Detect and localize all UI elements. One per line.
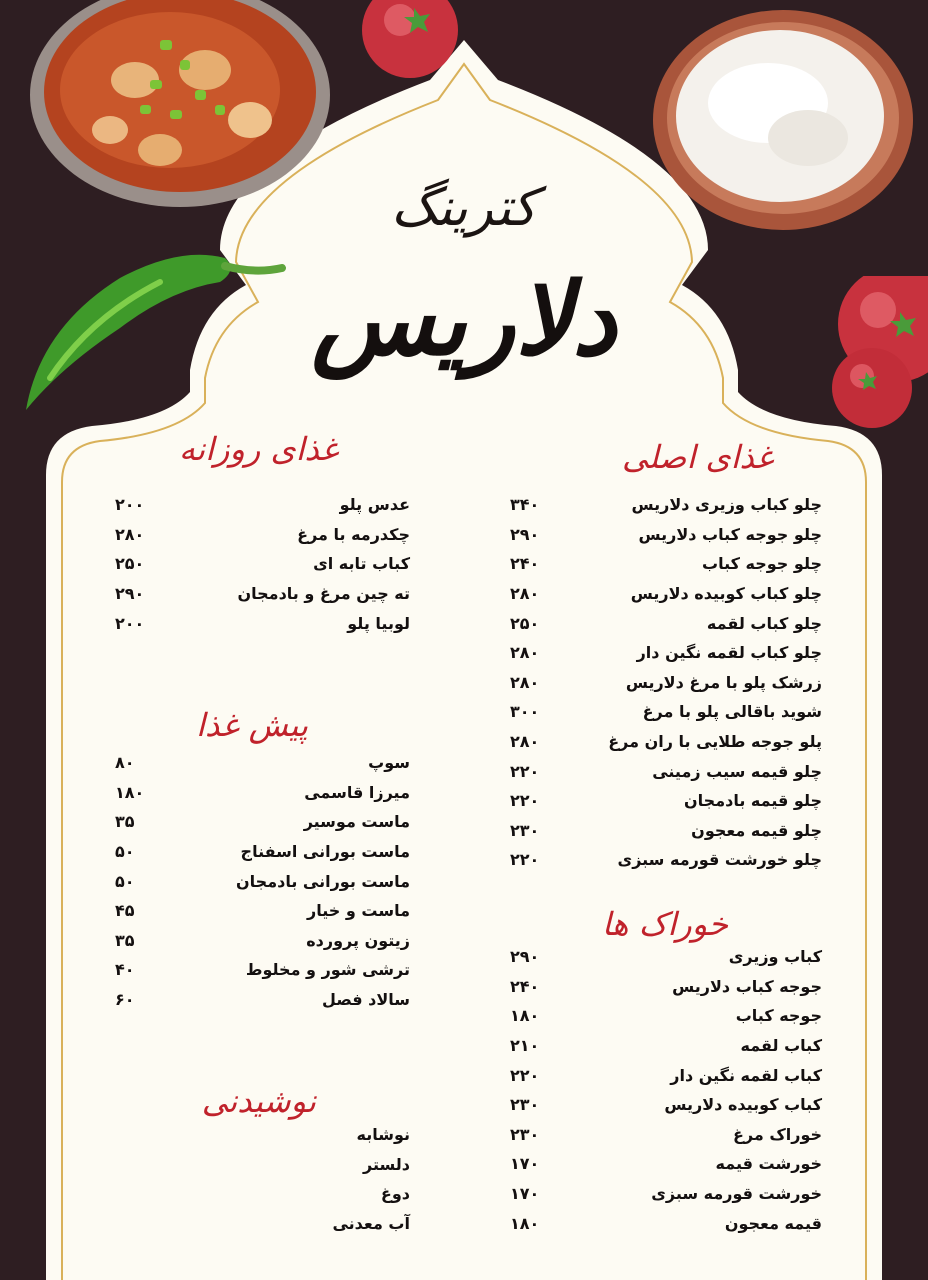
- menu-item-row: [115, 608, 410, 638]
- menu-item-row: [510, 942, 822, 972]
- menu-item-price: ۴۰: [115, 960, 135, 980]
- menu-item-row: [115, 896, 410, 926]
- menu-item-row: [115, 579, 410, 609]
- menu-item-price: ۲۲۰: [510, 791, 540, 811]
- menu-item-row: [510, 1031, 822, 1061]
- menu-item-name: جوجه کباب دلاریس: [672, 976, 822, 996]
- section-title-daily: غذای روزانه: [179, 430, 338, 468]
- menu-item-price: ۲۹۰: [510, 524, 540, 544]
- menu-item-name: جوجه کباب: [735, 1006, 822, 1026]
- menu-item-price: ۲۸۰: [510, 672, 540, 692]
- menu-item-name: خورشت قورمه سبزی: [651, 1184, 822, 1204]
- menu-item-price: ۵۰: [115, 842, 135, 862]
- menu-item-price: ۲۲۰: [510, 850, 540, 870]
- catering-subtitle: کترینگ: [391, 178, 537, 238]
- menu-item-name: قیمه معجون: [724, 1213, 822, 1233]
- menu-item-row: [510, 638, 822, 668]
- menu-item-row: [510, 727, 822, 757]
- menu-item-name: چلو جوجه کباب دلاریس: [638, 524, 822, 544]
- menu-item-row: [115, 926, 410, 956]
- menu-item-name: عدس پلو: [339, 495, 410, 515]
- menu-item-row: [510, 520, 822, 550]
- menu-item-name: چلو جوجه کباب: [702, 554, 822, 574]
- menu-item-price: ۵۰: [115, 871, 135, 891]
- menu-item-name: شوید باقالی پلو با مرغ: [642, 702, 822, 722]
- menu-item-price: ۲۸۰: [115, 524, 145, 544]
- menu-item-price: ۱۸۰: [510, 1213, 540, 1233]
- menu-item-name: چلو قیمه سیب زمینی: [652, 761, 822, 781]
- menu-item-row: [510, 579, 822, 609]
- brand-title: دلاریس: [311, 260, 617, 378]
- menu-item-name: پلو جوجه طلایی با ران مرغ: [608, 732, 822, 752]
- menu-item-price: ۲۹۰: [115, 584, 145, 604]
- menu-item-row: [510, 697, 822, 727]
- menu-item-name: کباب لقمه: [740, 1036, 822, 1056]
- menu-item-price: ۲۸۰: [510, 643, 540, 663]
- menu-item-name: سالاد فصل: [322, 990, 410, 1010]
- khorak-list: [510, 942, 822, 1238]
- menu-item-price: ۲۲۰: [510, 761, 540, 781]
- daily-list: [115, 490, 410, 638]
- menu-item-name: ته چین مرغ و بادمجان: [237, 584, 410, 604]
- menu-item-row: [115, 1179, 410, 1209]
- menu-item-row: [115, 490, 410, 520]
- menu-item-price: ۲۸۰: [510, 584, 540, 604]
- menu-item-price: ۲۰۰: [115, 495, 145, 515]
- menu-item-row: [510, 756, 822, 786]
- section-title-main-dishes: غذای اصلی: [622, 438, 773, 476]
- menu-item-name: ماست بورانی اسفناج: [240, 842, 410, 862]
- menu-item-row: [510, 608, 822, 638]
- menu-item-row: [510, 668, 822, 698]
- menu-item-name: چلو کباب لقمه نگین دار: [636, 643, 822, 663]
- menu-item-price: ۲۰۰: [115, 613, 145, 633]
- menu-item-price: ۳۵: [115, 930, 135, 950]
- menu-item-name: خورشت قیمه: [715, 1154, 822, 1174]
- menu-item-price: ۲۴۰: [510, 976, 540, 996]
- menu-item-row: [115, 807, 410, 837]
- menu-item-price: ۲۸۰: [510, 732, 540, 752]
- menu-item-row: [510, 972, 822, 1002]
- menu-item-price: ۲۲۰: [510, 1065, 540, 1085]
- menu-item-row: [510, 1090, 822, 1120]
- menu-item-name: چلو خورشت قورمه سبزی: [617, 850, 822, 870]
- menu-item-name: چلو کباب لقمه: [706, 613, 822, 633]
- menu-item-name: چلو قیمه بادمجان: [684, 791, 822, 811]
- menu-item-row: [510, 786, 822, 816]
- menu-item-name: خوراک مرغ: [733, 1124, 822, 1144]
- menu-item-row: [510, 1179, 822, 1209]
- menu-item-row: [510, 1060, 822, 1090]
- menu-item-row: [510, 1149, 822, 1179]
- tomato-top-illustration: [352, 0, 472, 100]
- menu-item-name: ترشی شور و مخلوط: [245, 960, 410, 980]
- menu-item-name: کباب لقمه نگین دار: [670, 1065, 822, 1085]
- menu-item-name: میرزا قاسمی: [304, 782, 410, 802]
- menu-item-price: ۳۴۰: [510, 495, 540, 515]
- menu-item-row: [115, 778, 410, 808]
- main-dishes-list: [510, 490, 822, 875]
- appetizers-list: [115, 748, 410, 1014]
- menu-item-name: چکدرمه با مرغ: [297, 524, 410, 544]
- menu-item-name: کباب وزیری: [728, 947, 822, 967]
- menu-item-price: ۱۸۰: [510, 1006, 540, 1026]
- drinks-list: [115, 1120, 410, 1238]
- menu-item-name: چلو کباب وزیری دلاریس: [631, 495, 822, 515]
- menu-item-name: دلستر: [363, 1154, 410, 1174]
- menu-item-name: دوغ: [380, 1184, 410, 1204]
- menu-item-name: ماست بورانی بادمجان: [236, 871, 410, 891]
- menu-item-row: [115, 1150, 410, 1180]
- menu-item-price: ۲۳۰: [510, 820, 540, 840]
- menu-item-price: ۲۵۰: [510, 613, 540, 633]
- menu-item-name: نوشابه: [356, 1125, 410, 1145]
- menu-item-price: ۲۵۰: [115, 554, 145, 574]
- menu-item-row: [510, 845, 822, 875]
- menu-item-row: [115, 549, 410, 579]
- menu-item-price: ۲۹۰: [510, 947, 540, 967]
- menu-item-price: ۳۰۰: [510, 702, 540, 722]
- menu-item-row: [115, 955, 410, 985]
- menu-item-price: ۲۱۰: [510, 1036, 540, 1056]
- menu-item-name: چلو کباب کوبیده دلاریس: [630, 584, 822, 604]
- menu-item-name: زرشک پلو با مرغ دلاریس: [625, 672, 822, 692]
- menu-item-name: سوپ: [368, 753, 410, 773]
- menu-item-price: ۲۴۰: [510, 554, 540, 574]
- menu-item-name: آب معدنی: [332, 1214, 410, 1234]
- menu-item-row: [115, 866, 410, 896]
- menu-item-price: ۴۵: [115, 901, 135, 921]
- menu-item-row: [115, 1120, 410, 1150]
- menu-item-row: [510, 490, 822, 520]
- menu-item-row: [115, 748, 410, 778]
- menu-item-row: [510, 1001, 822, 1031]
- menu-item-name: ماست موسیر: [303, 812, 410, 832]
- menu-item-price: ۱۸۰: [115, 782, 145, 802]
- section-title-appetizers: پیش غذا: [196, 706, 308, 744]
- menu-item-row: [115, 985, 410, 1015]
- menu-item-row: [115, 837, 410, 867]
- menu-item-row: [115, 520, 410, 550]
- menu-item-price: ۱۷۰: [510, 1184, 540, 1204]
- menu-item-price: ۸۰: [115, 753, 135, 773]
- section-title-drinks: نوشیدنی: [201, 1082, 316, 1120]
- menu-item-row: [115, 1209, 410, 1239]
- menu-item-price: ۱۷۰: [510, 1154, 540, 1174]
- section-title-khorak: خوراک ها: [601, 905, 728, 943]
- menu-item-name: کباب تابه ای: [313, 554, 410, 574]
- menu-item-name: ماست و خیار: [307, 901, 410, 921]
- menu-item-name: چلو قیمه معجون: [691, 820, 822, 840]
- menu-item-price: ۲۳۰: [510, 1124, 540, 1144]
- menu-item-name: زیتون پرورده: [306, 930, 410, 950]
- menu-item-price: ۳۵: [115, 812, 135, 832]
- menu-item-row: [510, 1208, 822, 1238]
- menu-item-row: [510, 1120, 822, 1150]
- menu-item-name: کباب کوبیده دلاریس: [664, 1095, 822, 1115]
- menu-item-row: [510, 549, 822, 579]
- menu-item-name: لوبیا پلو: [347, 613, 410, 633]
- menu-item-price: ۶۰: [115, 990, 135, 1010]
- menu-item-price: ۲۳۰: [510, 1095, 540, 1115]
- menu-item-row: [510, 816, 822, 846]
